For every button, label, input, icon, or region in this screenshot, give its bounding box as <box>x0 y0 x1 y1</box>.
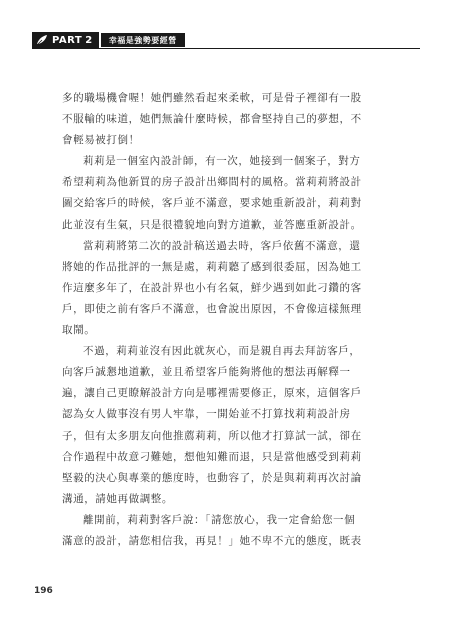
paragraph <box>62 151 384 235</box>
paragraph <box>62 236 384 341</box>
text-line: 離開前，莉莉對客戶說：「請您放心，我一定會給您一個 <box>83 513 356 526</box>
text-line: 子，但有太多朋友向他推薦莉莉，所以他才打算試一試，卻在 <box>62 429 362 442</box>
part-label-block <box>32 32 99 48</box>
text-line: 向客戶誠懇地道歉，並且希望客戶能夠將他的想法再解釋一 <box>62 366 351 379</box>
text-line: 合作過程中故意刁難她，想他知難而退，只是當他感受到莉莉 <box>62 450 362 463</box>
text-line: 不服輸的味道，她們無論什麼時候，都會堅持自己的夢想，不 <box>62 113 362 126</box>
part-number: 2 <box>85 34 93 46</box>
text-line: 遍，讓自己更瞭解設計方向是哪裡需要修正，原來，這個客戶 <box>62 387 362 400</box>
paragraph <box>62 510 384 552</box>
text-line: 多的職場機會喔！她們雖然看起來柔軟，可是骨子裡卻有一股 <box>62 92 362 104</box>
header-divider <box>32 48 420 49</box>
chapter-header <box>32 32 185 48</box>
text-line: 認為女人做事沒有男人牢靠，一開始並不打算找莉莉設計房 <box>62 408 351 421</box>
part-label: PART <box>52 34 83 46</box>
text-line: 堅毅的決心與專業的態度時，也動容了，於是與莉莉再次討論 <box>62 471 362 484</box>
text-line: 作這麼多年了，在設計界也小有名氣，鮮少遇到如此刁鑽的客 <box>62 281 362 294</box>
text-line: 滿意的設計，請您相信我，再見！」她不卑不亢的態度，既表 <box>62 534 362 547</box>
section-title: 幸福是強勢要經營 <box>101 33 185 47</box>
leaf-icon <box>36 34 48 46</box>
text-line: 取鬧。 <box>62 324 96 337</box>
text-line: 圖交給客戶的時候，客戶並不滿意，要求她重新設計，莉莉對 <box>62 197 362 210</box>
paragraph <box>62 341 384 510</box>
text-line: 戶，即使之前有客戶不滿意，也會說出原因，不會像這樣無理 <box>62 302 362 315</box>
page-number: 196 <box>34 586 53 596</box>
text-line: 會輕易被打倒！ <box>62 134 140 147</box>
text-line: 溝通，請她再做調整。 <box>62 492 173 505</box>
text-line: 不過，莉莉並沒有因此就灰心，而是親自再去拜訪客戶， <box>83 345 361 358</box>
text-line: 當莉莉將第二次的設計稿送過去時，客戶依舊不滿意，還 <box>83 239 361 252</box>
body-text <box>62 88 384 552</box>
text-line: 此並沒有生氣，只是很禮貌地向對方道歉，並答應重新設計。 <box>62 218 362 231</box>
text-line: 莉莉是一個室內設計師，有一次，她接到一個案子，對方 <box>83 155 361 168</box>
text-line: 希望莉莉為他新買的房子設計出鄉間村的風格。當莉莉將設計 <box>62 176 362 189</box>
paragraph <box>62 88 384 151</box>
text-line: 將她的作品批評的一無是處，莉莉聽了感到很委屈，因為她工 <box>62 260 362 273</box>
